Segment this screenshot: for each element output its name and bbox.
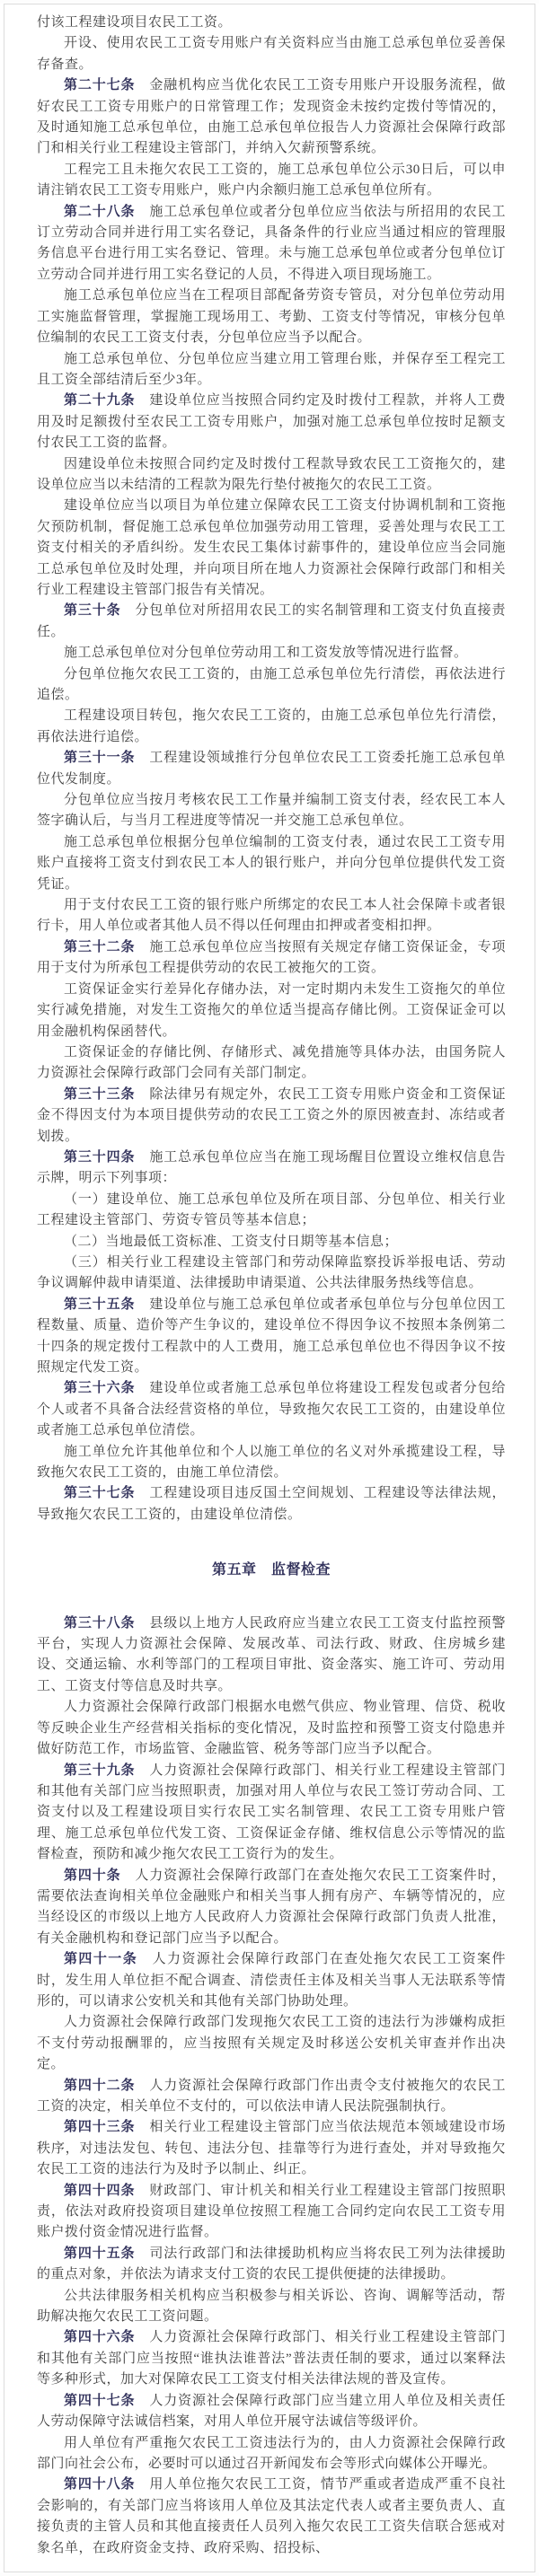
paragraph: （一）建设单位、施工总承包单位及所在项目部、分包单位、相关行业工程建设主管部门、劳资专管员等基本信息； (37, 1191, 506, 1228)
article-paragraph (37, 2181, 506, 2244)
paragraph: 分包单位拖欠农民工工资的，由施工总承包单位先行清偿，再依法进行追偿。 (37, 666, 506, 702)
paragraph: 施工总承包单位应当在工程项目部配备劳资专管员，对分包单位劳动用工实施监督管理，掌握施工现场用工、考勤、工资支付等情况，审核分包单位编制的农民工工资支付表，分包单位应当予以配合。 (37, 288, 506, 346)
paragraph-text: 工程建设领域推行分包单位农民工工资委托施工总承包单位代发制度。 (37, 751, 506, 787)
paragraph-text: 人力资源社会保障行政部门、相关行业工程建设主管部门和其他有关部门应当按照职责，加强对用人单位与农民工签订劳动合同、工资支付以及工程建设项目实行农民工实名制管理、农民工工资专用账户管理、施工总承包单位代发工资、工资保证金存储、维权信息公示等情况的监督检查，预防和减少拖欠农民工工资行为的发生。 (37, 1763, 506, 1862)
article-number: 第四十一条 (64, 1952, 138, 1967)
article-paragraph (37, 2391, 506, 2433)
article-paragraph (37, 748, 506, 790)
paragraph-text: 人力资源社会保障行政部门在查处拖欠农民工工资案件时，需要依法查询相关单位金融账户和相关当事人拥有房产、车辆等情况的，应当经设区的市级以上地方人民政府人力资源社会保障行政部门负责人批准，有关金融机构和登记部门应当予以配合。 (37, 1868, 506, 1946)
article-paragraph (37, 2076, 506, 2118)
chapter-heading: 第五章 监督检查 (211, 1562, 331, 1578)
paragraph-text: 人力资源社会保障行政部门应当建立用人单位及相关责任人劳动保障守法诚信档案，对用人单位开展守法诚信等级评价。 (37, 2393, 506, 2430)
article-paragraph (37, 1761, 506, 1866)
article-paragraph (37, 2117, 506, 2180)
article-number: 第三十九条 (64, 1763, 136, 1778)
paragraph-text: 金融机构应当优化农民工工资专用账户开设服务流程，做好农民工工资专用账户的日常管理工作；发现资金未按约定拨付等情况的，及时通知施工总承包单位，由施工总承包单位报告人力资源社会保障行政部门和相关行业工程建设主管部门，并纳入欠薪预警系统。 (37, 78, 506, 156)
article-number: 第三十四条 (64, 1149, 136, 1165)
paragraph: 人力资源社会保障行政部门根据水电燃气供应、物业管理、信贷、税收等反映企业生产经营相关指标的变化情况，及时监控和预警工资支付隐患并做好防范工作，市场监管、金融监管、税务等部门应当予以配合。 (37, 1700, 506, 1757)
paragraph: 人力资源社会保障行政部门发现拖欠农民工工资的违法行为涉嫌构成拒不支付劳动报酬罪的，应当按照有关规定及时移送公安机关审查并作出决定。 (37, 2015, 506, 2072)
paragraph: 用人单位有严重拖欠农民工工资违法行为的，由人力资源社会保障行政部门向社会公布，必要时可以通过召开新闻发布会等形式向媒体公开曝光。 (37, 2435, 506, 2471)
paragraph: 工资保证金实行差异化存储办法，对一定时期内未发生工资拖欠的单位实行减免措施，对发生工资拖欠的单位适当提高存储比例。工资保证金可以用金融机构保函替代。 (37, 981, 506, 1039)
article-number: 第三十八条 (64, 1615, 136, 1631)
article-paragraph (37, 1378, 506, 1441)
article-paragraph (37, 1295, 506, 1379)
article-paragraph (37, 1147, 506, 1190)
paragraph-text: 司法行政部门和法律援助机构应当将农民工列为法律援助的重点对象，并依法为请求支付工资的农民工提供便捷的法律援助。 (37, 2246, 506, 2282)
article-paragraph (37, 2475, 506, 2559)
article-paragraph (37, 1949, 506, 2012)
article-paragraph (37, 937, 506, 980)
paragraph-text: 人力资源社会保障行政部门作出责令支付被拖欠的农民工工资的决定，相关单位不支付的，可以依法申请人民法院强制执行。 (37, 2078, 506, 2114)
article-paragraph (37, 1613, 506, 1698)
paragraph-text: 工程建设项目违反国土空间规划、工程建设等法律法规，导致拖欠农民工工资的，由建设单位清偿。 (37, 1486, 506, 1522)
paragraph-text: 用人单位拖欠农民工工资，情节严重或者造成严重不良社会影响的，有关部门应当将该用人单位及其法定代表人或者主要负责人、直接负责的主管人员和其他直接责任人员列入拖欠农民工工资失信联合惩戒对象名单，在政府资金支持、政府采购、招投标、 (37, 2477, 506, 2555)
article-paragraph (37, 2244, 506, 2286)
article-number: 第四十条 (64, 1868, 121, 1883)
article-paragraph (37, 202, 506, 286)
article-number: 第三十二条 (64, 939, 136, 954)
article-number: 第三十五条 (64, 1297, 136, 1312)
paragraph-text: 除法律另有规定外，农民工工资专用账户资金和工资保证金不得因支付为本项目提供劳动的农民工工资之外的原因被查封、冻结或者划拨。 (37, 1086, 506, 1144)
paragraph: 施工总承包单位根据分包单位编制的工资支付表，通过农民工工资专用账户直接将工资支付到农民工本人的银行账户，并向分包单位提供代发工资凭证。 (37, 834, 506, 892)
article-number: 第二十七条 (64, 78, 136, 93)
paragraph: 施工总承包单位对分包单位劳动用工和工资发放等情况进行监督。 (64, 646, 468, 661)
paragraph: 工资保证金的存储比例、存储形式、减免措施等具体办法，由国务院人力资源社会保障行政部门会同有关部门制定。 (37, 1044, 506, 1081)
paragraph-text: 相关行业工程建设主管部门应当依法规范本领域建设市场秩序，对违法发包、转包、违法分包、挂靠等行为进行查处，并对导致拖欠农民工工资的违法行为及时予以制止、纠正。 (37, 2120, 506, 2177)
article-number: 第四十七条 (64, 2393, 136, 2408)
article-paragraph (37, 75, 506, 160)
paragraph: （三）相关行业工程建设主管部门和劳动保障监察投诉举报电话、劳动争议调解仲裁申请渠道、法律援助申请渠道、公共法律服务热线等信息。 (37, 1254, 506, 1291)
article-paragraph (37, 2327, 506, 2390)
document-body (37, 13, 506, 2559)
article-number: 第三十六条 (64, 1381, 136, 1396)
paragraph: 用于支付农民工工资的银行账户所绑定的农民工本人社会保障卡或者银行卡，用人单位或者其他人员不得以任何理由扣押或者变相扣押。 (37, 898, 506, 934)
paragraph-text: 财政部门、审计机关和相关行业工程建设主管部门按照职责，依法对政府投资项目建设单位按照工程施工合同约定向农民工工资专用账户拨付资金情况进行监督。 (37, 2183, 506, 2240)
paragraph-text: 分包单位对所招用农民工的实名制管理和工资支付负直接责任。 (37, 603, 506, 639)
paragraph: （二）当地最低工资标准、工资支付日期等基本信息； (64, 1234, 399, 1249)
paragraph-text: 人力资源社会保障行政部门、相关行业工程建设主管部门和其他有关部门应当按照“谁执法谁普法”普法责任制的要求，通过以案释法等多种形式，加大对保障农民工工资支付相关法律法规的普及宣传。 (37, 2330, 506, 2387)
article-number: 第四十三条 (64, 2120, 136, 2135)
paragraph-text: 施工总承包单位应当在施工现场醒目位置设立维权信息告示牌，明示下列事项： (37, 1149, 506, 1186)
paragraph: 开设、使用农民工工资专用账户有关资料应当由施工总承包单位妥善保存备查。 (37, 36, 506, 72)
paragraph-text: 建设单位应当按照合同约定及时拨付工程款，并将人工费用及时足额拨付至农民工工资专用账户，加强对施工总承包单位按时足额支付农民工工资的监督。 (37, 393, 506, 451)
article-number: 第二十九条 (64, 393, 136, 409)
article-number: 第四十五条 (64, 2246, 136, 2261)
paragraph-text: 施工总承包单位或者分包单位应当依法与所招用的农民工订立劳动合同并进行用工实名登记，具备条件的行业应当通过相应的管理服务信息平台进行用工实名登记、管理。未与施工总承包单位或者分包单位订立劳动合同并进行用工实名登记的人员，不得进入项目现场施工。 (37, 204, 506, 282)
paragraph-text: 人力资源社会保障行政部门在查处拖欠农民工工资案件时，发生用人单位拒不配合调查、清偿责任主体及相关当事人无法联系等情形的，可以请求公安机关和其他有关部门协助处理。 (37, 1952, 506, 2009)
article-number: 第三十七条 (64, 1486, 136, 1501)
article-number: 第三十三条 (64, 1086, 136, 1102)
paragraph: 付该工程建设项目农民工工资。 (37, 15, 233, 30)
paragraph-text: 建设单位或者施工总承包单位将建设工程发包或者分包给个人或者不具备合法经营资格的单位，导致拖欠农民工工资的，由建设单位或者施工总承包单位清偿。 (37, 1381, 506, 1438)
article-number: 第三十一条 (64, 751, 136, 766)
paragraph-text: 施工总承包单位应当按照有关规定存储工资保证金，专项用于支付为所承包工程提供劳动的农民工被拖欠的工资。 (37, 939, 506, 976)
article-number: 第二十八条 (64, 204, 136, 219)
paragraph: 工程建设项目转包，拖欠农民工工资的，由施工总承包单位先行清偿，再依法进行追偿。 (37, 708, 506, 744)
paragraph: 工程完工且未拖欠农民工工资的，施工总承包单位公示30日后，可以申请注销农民工工资专用账户，账户内余额归施工总承包单位所有。 (37, 162, 506, 198)
article-paragraph (37, 1483, 506, 1525)
paragraph-text: 建设单位与施工总承包单位或者承包单位与分包单位因工程数量、质量、造价等产生争议的，建设单位不得因争议不按照本条例第二十四条的规定拨付工程款中的人工费用，施工总承包单位也不得因争议不按照规定代发工资。 (37, 1297, 506, 1375)
paragraph: 因建设单位未按照合同约定及时拨付工程款导致农民工工资拖欠的，建设单位应当以未结清的工程款为限先行垫付被拖欠的农民工工资。 (37, 456, 506, 492)
article-number: 第四十六条 (64, 2330, 136, 2345)
paragraph: 建设单位应当以项目为单位建立保障农民工工资支付协调机制和工资拖欠预防机制，督促施工总承包单位加强劳动用工管理，妥善处理与农民工工资支付相关的矛盾纠纷。发生农民工集体讨薪事件的，建设单位应当会同施工总承包单位及时处理，并向项目所在地人力资源社会保障行政部门和相关行业工程建设主管部门报告有关情况。 (37, 498, 506, 597)
document-frame (4, 4, 535, 2572)
article-number: 第四十二条 (64, 2078, 136, 2093)
paragraph: 分包单位应当按月考核农民工工作量并编制工资支付表，经农民工本人签字确认后，与当月工程进度等情况一并交施工总承包单位。 (37, 793, 506, 829)
article-paragraph (37, 1866, 506, 1950)
paragraph: 公共法律服务相关机构应当积极参与相关诉讼、咨询、调解等活动，帮助解决拖欠农民工工资问题。 (37, 2288, 506, 2325)
article-paragraph (37, 1085, 506, 1147)
paragraph: 施工总承包单位、分包单位应当建立用工管理台账，并保存至工程完工且工资全部结清后至少3年。 (37, 351, 506, 387)
article-number: 第四十八条 (64, 2477, 136, 2492)
regulation-document-page (0, 4, 539, 2572)
article-paragraph (37, 391, 506, 453)
article-number: 第三十条 (64, 603, 121, 619)
paragraph: 施工单位允许其他单位和个人以施工单位的名义对外承揽建设工程，导致拖欠农民工工资的，由施工单位清偿。 (37, 1444, 506, 1481)
paragraph-text: 县级以上地方人民政府应当建立农民工工资支付监控预警平台，实现人力资源社会保障、发展改革、司法行政、财政、住房城乡建设、交通运输、水利等部门的工程项目审批、资金落实、施工许可、劳动用工、工资支付等信息及时共享。 (37, 1615, 506, 1693)
article-number: 第四十四条 (64, 2183, 136, 2198)
article-paragraph (37, 601, 506, 643)
